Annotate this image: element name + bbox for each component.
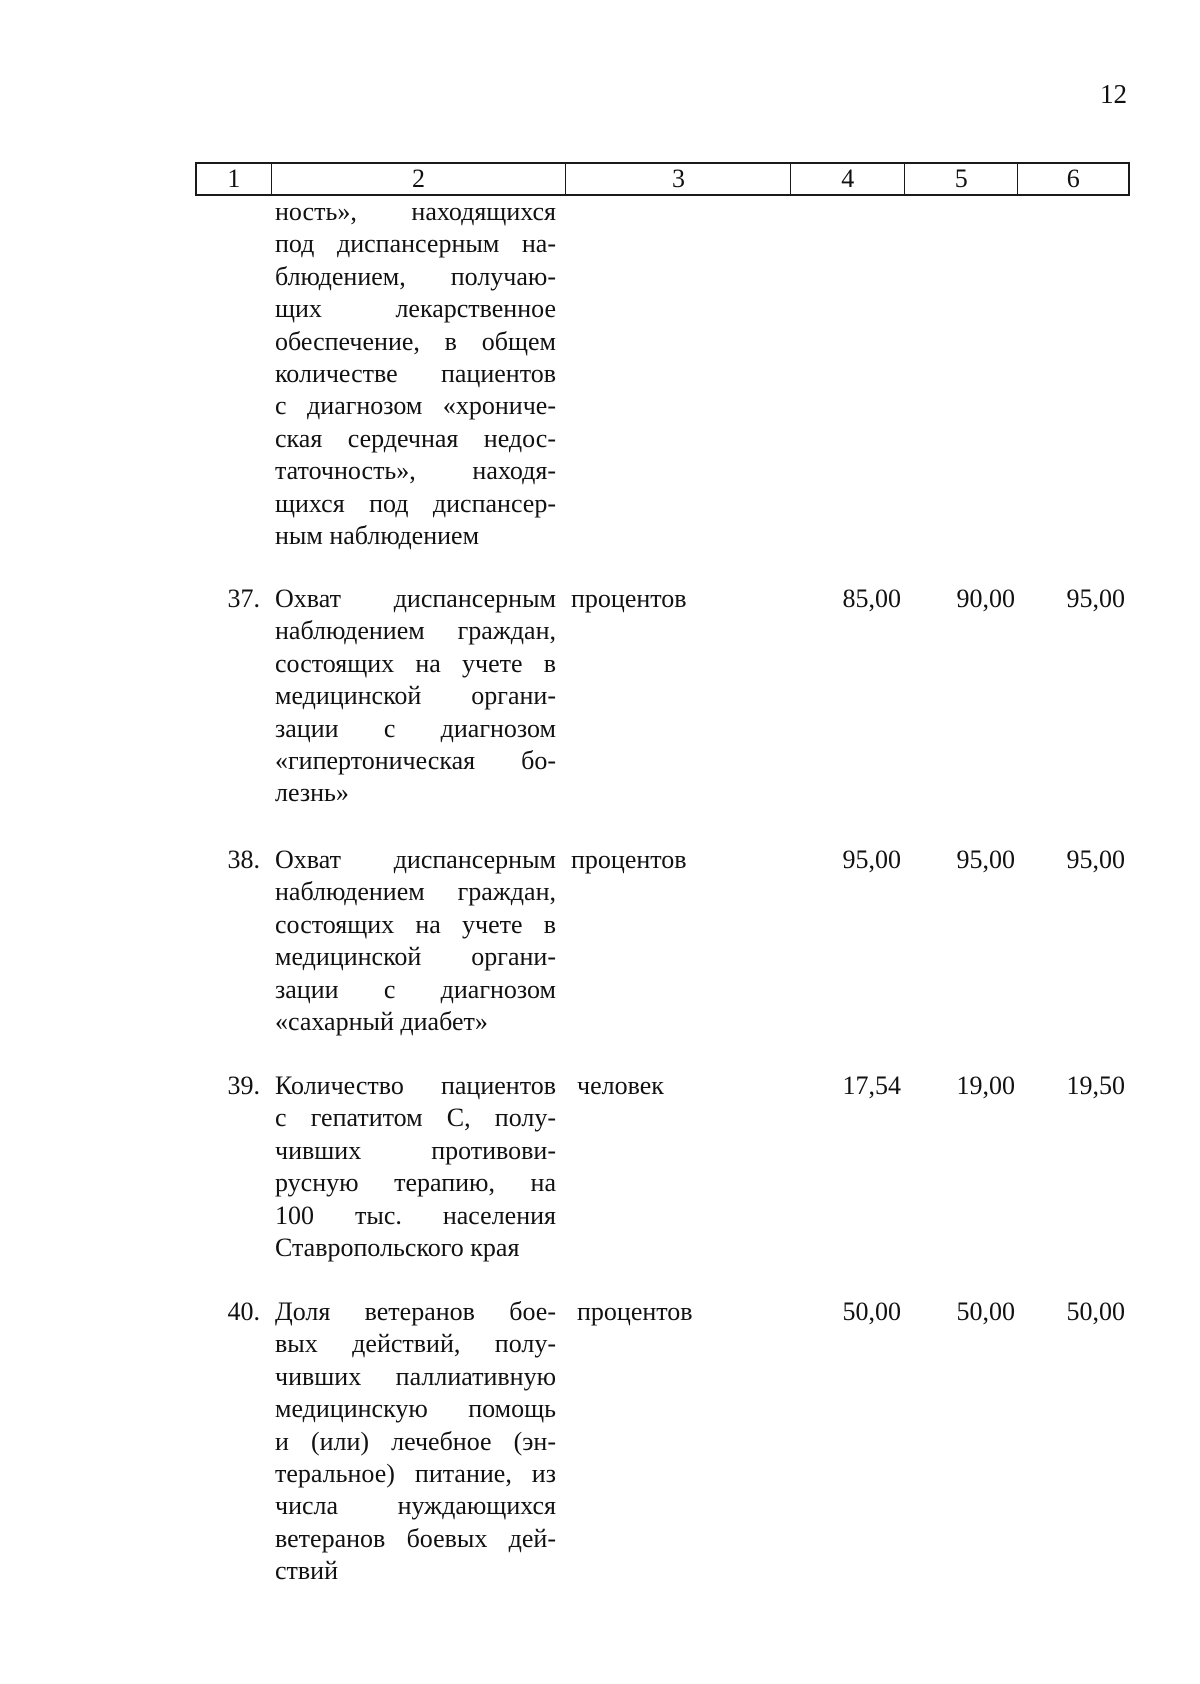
header-cell-3: 3: [566, 164, 791, 194]
value-col-5: 90,00: [956, 584, 1015, 613]
row-number: 39.: [227, 1071, 260, 1100]
unit-of-measure: человек: [577, 1071, 664, 1100]
indicator-name-line: чивших противови-: [275, 1135, 556, 1165]
unit-of-measure: процентов: [571, 584, 687, 613]
indicator-name: [275, 1296, 556, 1588]
value-col-6: 19,50: [1066, 1071, 1125, 1100]
indicator-name-line: медицинской органи-: [275, 942, 556, 972]
row-number: 38.: [227, 845, 260, 874]
header-cell-2: 2: [272, 164, 567, 194]
indicator-name-line: вых действий, полу-: [275, 1329, 556, 1359]
indicator-name-line: ствий: [275, 1556, 339, 1586]
header-cell-6: 6: [1066, 164, 1080, 193]
table-header-row: [195, 162, 1130, 196]
unit-of-measure: процентов: [571, 845, 687, 874]
indicator-name-line: количестве пациентов: [275, 358, 556, 388]
indicator-name-line: Ставропольского края: [275, 1232, 520, 1262]
indicator-name-line: медицинской органи-: [275, 681, 556, 711]
indicator-name-line: чивших паллиативную: [275, 1361, 556, 1391]
indicator-name: [275, 1070, 556, 1264]
indicator-name-line: обеспечение, в общем: [275, 326, 556, 356]
value-col-5: 95,00: [956, 845, 1015, 874]
indicator-name-line: «сахарный диабет»: [275, 1006, 488, 1036]
value-col-4: 85,00: [842, 584, 901, 613]
indicator-name-line: Доля ветеранов бое-: [275, 1297, 556, 1326]
indicator-name-line: состоящих на учете в: [275, 909, 556, 939]
indicator-name-line: наблюдением граждан,: [275, 877, 556, 907]
indicator-name-line: щихся под диспансер-: [275, 488, 556, 518]
value-col-5: 50,00: [956, 1297, 1015, 1326]
indicator-name-line: зации с диагнозом: [275, 713, 556, 743]
value-col-4: 17,54: [842, 1071, 901, 1100]
indicator-name-line: лезнь»: [275, 778, 349, 808]
value-col-6: 95,00: [1066, 584, 1125, 613]
indicator-name-line: состоящих на учете в: [275, 648, 556, 678]
indicator-name-line: блюдением, получаю-: [275, 261, 556, 291]
indicator-name-line: зации с диагнозом: [275, 974, 556, 1004]
page-number: 12: [1100, 79, 1127, 109]
indicator-name-line: таточность», находя-: [275, 456, 556, 486]
indicator-name-line: «гипертоническая бо-: [275, 745, 556, 775]
value-col-6: 95,00: [1066, 845, 1125, 874]
indicator-name-line: щих лекарственное: [275, 294, 556, 324]
header-cell-5: 5: [905, 164, 1019, 194]
indicator-name-line: Количество пациентов: [275, 1071, 556, 1100]
value-col-6: 50,00: [1066, 1297, 1125, 1326]
indicator-name-line: 100 тыс. населения: [275, 1200, 556, 1230]
indicator-name: [275, 844, 556, 1038]
indicator-name-line: ветеранов боевых дей-: [275, 1523, 556, 1553]
indicator-name-line: ность», находящихся: [275, 197, 556, 226]
indicator-name-line: медицинскую помощь: [275, 1394, 556, 1424]
value-col-4: 50,00: [842, 1297, 901, 1326]
indicator-name-line: числа нуждающихся: [275, 1491, 556, 1521]
indicator-name-line: Охват диспансерным: [275, 584, 556, 613]
row-number: 37.: [227, 584, 260, 613]
value-col-4: 95,00: [842, 845, 901, 874]
header-cell-1: 1: [197, 164, 272, 194]
indicator-name-line: русную терапию, на: [275, 1168, 556, 1198]
indicator-name-line: теральное) питание, из: [275, 1458, 556, 1488]
indicator-name-line: с диагнозом «хрониче-: [275, 391, 556, 421]
value-col-5: 19,00: [956, 1071, 1015, 1100]
indicator-name-line: и (или) лечебное (эн-: [275, 1426, 556, 1456]
row-number: 40.: [227, 1297, 260, 1326]
indicator-name-line: ская сердечная недос-: [275, 423, 556, 453]
header-cell-4: 4: [791, 164, 905, 194]
indicator-name-line: под диспансерным на-: [275, 229, 556, 259]
indicator-name: [275, 583, 556, 810]
indicator-name-line: ным наблюдением: [275, 520, 480, 550]
indicator-name-line: Охват диспансерным: [275, 845, 556, 874]
indicator-name-line: наблюдением граждан,: [275, 616, 556, 646]
unit-of-measure: процентов: [577, 1297, 693, 1326]
indicator-name: [275, 196, 556, 552]
indicator-name-line: с гепатитом С, полу-: [275, 1103, 556, 1133]
